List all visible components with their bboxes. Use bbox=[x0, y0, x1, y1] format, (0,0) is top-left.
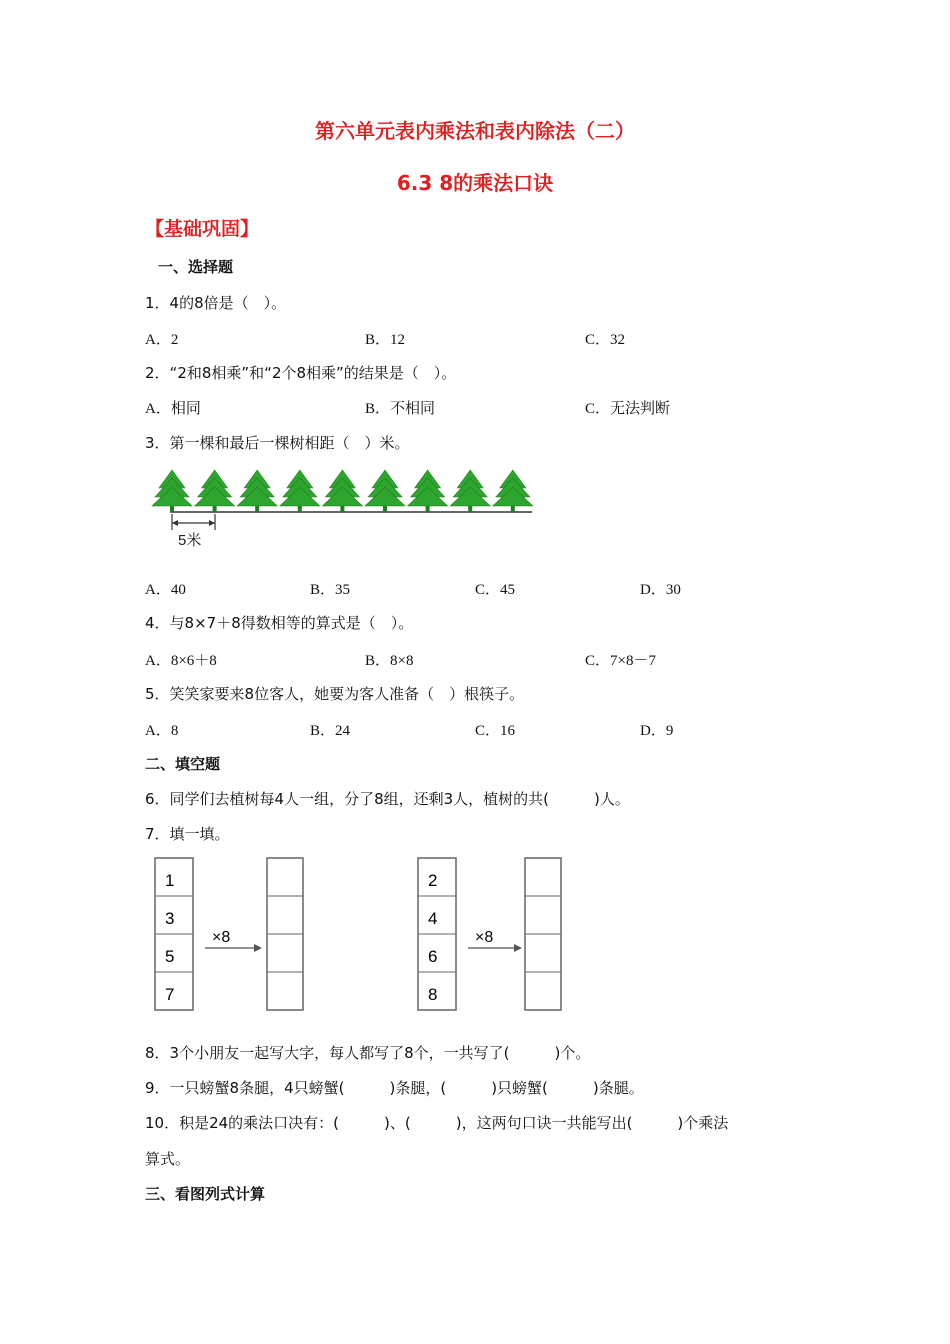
arrow-right-icon bbox=[254, 944, 262, 952]
input-cell: 5 bbox=[165, 947, 175, 966]
distance-label: 5米 bbox=[178, 532, 202, 549]
tree-row-figure bbox=[150, 468, 540, 550]
input-cell: 6 bbox=[428, 947, 438, 966]
question-10-continued: 算式。 bbox=[145, 1150, 191, 1168]
q1-option-a: A．2 bbox=[145, 332, 179, 348]
question-8: 8．3个小朋友一起写大字，每人都写了8个，一共写了( )个。 bbox=[145, 1044, 591, 1062]
arrow-right-icon bbox=[514, 944, 522, 952]
q1-option-c: C．32 bbox=[585, 332, 626, 348]
q4-option-a: A．8×6＋8 bbox=[145, 653, 217, 669]
q3-option-c: C．45 bbox=[475, 582, 516, 598]
q2-option-b: B．不相同 bbox=[365, 401, 436, 417]
operation-label: ×8 bbox=[212, 929, 231, 946]
section-heading-fill: 二、填空题 bbox=[145, 755, 221, 773]
q5-option-c: C．16 bbox=[475, 723, 516, 739]
question-1: 1．4的8倍是（ ）。 bbox=[145, 294, 287, 312]
tree-icon bbox=[195, 470, 235, 512]
question-3: 3．第一棵和最后一棵树相距（ ）米。 bbox=[145, 434, 410, 452]
q2-option-c: C．无法判断 bbox=[585, 401, 671, 417]
page-title: 第六单元表内乘法和表内除法（二） bbox=[315, 119, 635, 143]
q4-option-c: C．7×8－7 bbox=[585, 653, 656, 669]
operation-label: ×8 bbox=[475, 929, 494, 946]
q5-option-b: B．24 bbox=[310, 723, 351, 739]
q1-option-b: B．12 bbox=[365, 332, 406, 348]
multiply-table-right bbox=[413, 855, 573, 1015]
tree-icon bbox=[280, 470, 320, 512]
multiply-table-left bbox=[150, 855, 310, 1015]
tree-icon bbox=[408, 470, 448, 512]
q4-option-b: B．8×8 bbox=[365, 653, 414, 669]
input-cell: 3 bbox=[165, 909, 175, 928]
tree-icon bbox=[237, 470, 277, 512]
tree-icon bbox=[493, 470, 533, 512]
input-cell: 2 bbox=[428, 871, 438, 890]
question-7: 7．填一填。 bbox=[145, 825, 230, 843]
q3-option-a: A．40 bbox=[145, 582, 186, 598]
q5-option-d: D．9 bbox=[640, 723, 674, 739]
q3-option-b: B．35 bbox=[310, 582, 351, 598]
question-2: 2．“2和8相乘”和“2个8相乘”的结果是（ ）。 bbox=[145, 364, 457, 382]
input-cell: 7 bbox=[165, 985, 175, 1004]
tree-icon bbox=[450, 470, 490, 512]
input-cell: 8 bbox=[428, 985, 438, 1004]
q5-option-a: A．8 bbox=[145, 723, 179, 739]
q2-option-a: A．相同 bbox=[145, 401, 201, 417]
section-heading-picture: 三、看图列式计算 bbox=[145, 1185, 266, 1203]
section-tag: 【基础巩固】 bbox=[145, 218, 260, 240]
arrow-left-icon bbox=[172, 520, 178, 526]
input-cell: 4 bbox=[428, 909, 438, 928]
question-5: 5．笑笑家要来8位客人，她要为客人准备（ ）根筷子。 bbox=[145, 685, 525, 703]
question-9: 9．一只螃蟹8条腿，4只螃蟹( )条腿，( )只螃蟹( )条腿。 bbox=[145, 1079, 644, 1097]
input-cell: 1 bbox=[165, 871, 175, 890]
question-4: 4．与8×7＋8得数相等的算式是（ ）。 bbox=[145, 614, 414, 632]
tree-icon bbox=[365, 470, 405, 512]
arrow-right-icon bbox=[209, 520, 215, 526]
lesson-subtitle: 6.3 8的乘法口诀 bbox=[396, 171, 554, 195]
question-10: 10．积是24的乘法口决有：( )、( )，这两句口诀一共能写出( )个乘法 bbox=[145, 1114, 729, 1132]
q3-option-d: D．30 bbox=[640, 582, 681, 598]
question-6: 6．同学们去植树每4人一组，分了8组，还剩3人，植树的共( )人。 bbox=[145, 790, 630, 808]
section-heading-choice: 一、选择题 bbox=[158, 258, 234, 276]
tree-icon bbox=[152, 470, 192, 512]
tree-icon bbox=[322, 470, 362, 512]
